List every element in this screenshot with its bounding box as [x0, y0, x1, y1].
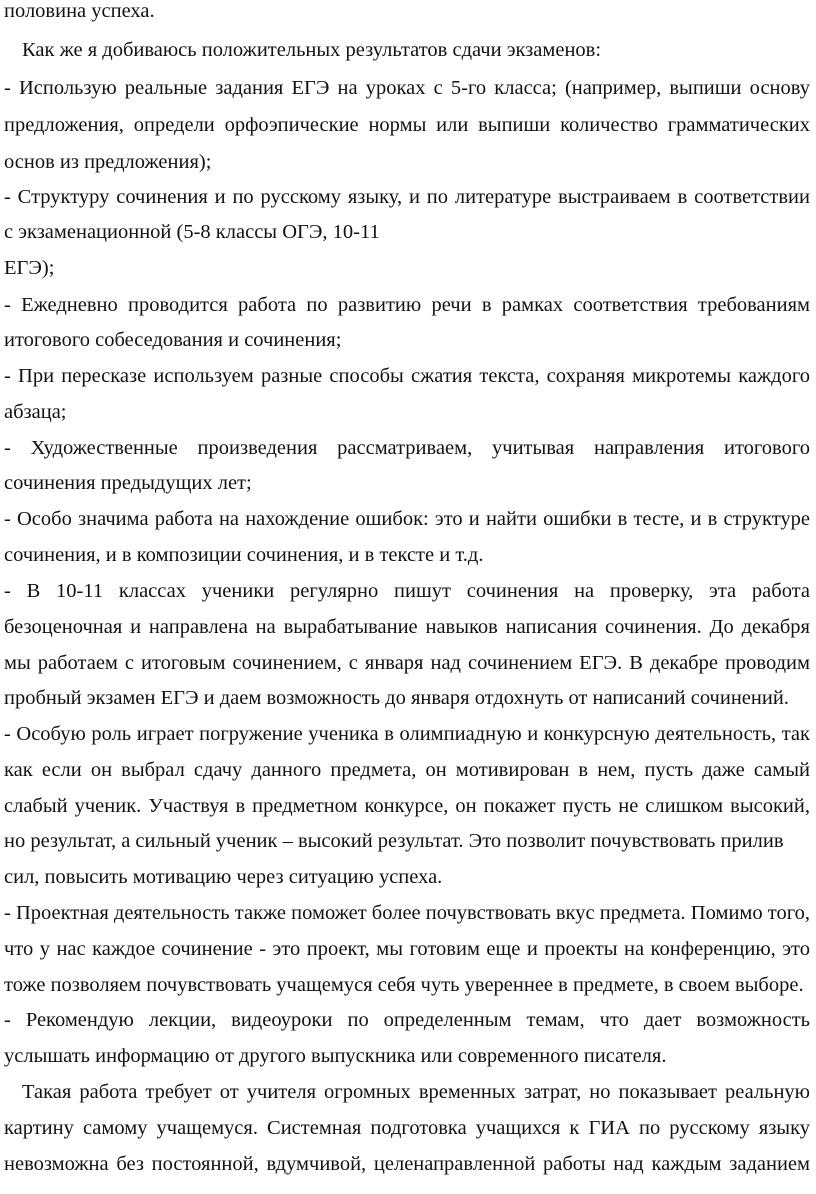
text-line: услышать информацию от другого выпускника или современного писателя.	[4, 1045, 667, 1067]
text-line: что у нас каждое сочинение - это проект, мы готовим еще и проекты на конференцию, это	[4, 938, 810, 960]
text-line: как если он выбрал сдачу данного предмета, он мотивирован в нем, пусть даже самый	[4, 759, 810, 781]
text-line: - Ежедневно проводится работа по развитию речи в рамках соответствия требованиям	[4, 294, 810, 316]
text-line: - При пересказе используем разные способы сжатия текста, сохраняя микротемы каждого	[4, 365, 810, 387]
text-line: - Художественные произведения рассматриваем, учитывая направления итогового	[4, 437, 810, 459]
text-line: ЕГЭ);	[4, 257, 55, 279]
text-line: абзаца;	[4, 401, 67, 423]
text-line: - Рекомендую лекции, видеоуроки по определенным темам, что дает возможность	[4, 1009, 810, 1031]
text-line: основ из предложения);	[4, 151, 212, 173]
text-line: слабый ученик. Участвуя в предметном конкурсе, он покажет пусть не слишком высокий,	[4, 795, 810, 817]
text-line: сил, повысить мотивацию через ситуацию успеха.	[4, 866, 443, 888]
paragraph-intro: Как же я добиваюсь положительных результатов сдачи экзаменов:	[22, 39, 602, 61]
text-line: - Проектная деятельность также поможет более почувствовать вкус предмета. Помимо того,	[4, 902, 810, 924]
text-line: но результат, а сильный ученик – высокий результат. Это позволит почувствовать прилив	[4, 830, 784, 852]
text-line: пробный экзамен ЕГЭ и даем возможность до января отдохнуть от написаний сочинений.	[4, 687, 789, 709]
text-line: мы работаем с итоговым сочинением, с января над сочинением ЕГЭ. В декабре проводим	[4, 652, 810, 674]
text-line: сочинения, и в композиции сочинения, и в тексте и т.д.	[4, 544, 484, 566]
text-line: картину самому учащемуся. Системная подготовка учащихся к ГИА по русскому языку	[4, 1117, 810, 1139]
text-line: тоже позволяем почувствовать учащемуся себя чуть увереннее в предмете, в своем выборе.	[4, 974, 804, 996]
text-line: безоценочная и направлена на вырабатывание навыков написания сочинения. До декабря	[4, 616, 810, 638]
text-line: итогового собеседования и сочинения;	[4, 329, 342, 351]
text-line: половина успеха.	[4, 0, 155, 22]
text-line: - Использую реальные задания ЕГЭ на уроках с 5-го класса; (например, выпиши основу	[4, 77, 810, 99]
text-line: невозможна без постоянной, вдумчивой, целенаправленной работы над каждым заданием	[4, 1153, 810, 1175]
text-line: сочинения предыдущих лет;	[4, 472, 252, 494]
paragraph-conclusion: Такая работа требует от учителя огромных временных затрат, но показывает реальную	[22, 1081, 810, 1103]
text-line: - Структуру сочинения и по русскому языку, и по литературе выстраиваем в соответствии	[4, 186, 810, 208]
text-line: - В 10-11 классах ученики регулярно пишут сочинения на проверку, эта работа	[4, 580, 810, 602]
text-line: - Особо значима работа на нахождение ошибок: это и найти ошибки в тесте, и в структуре	[4, 508, 810, 530]
text-line: предложения, определи орфоэпические нормы или выпиши количество грамматических	[4, 114, 810, 136]
text-line: с экзаменационной (5-8 классы ОГЭ, 10-11	[4, 221, 380, 243]
text-line: - Особую роль играет погружение ученика в олимпиадную и конкурсную деятельность, так	[4, 723, 810, 745]
